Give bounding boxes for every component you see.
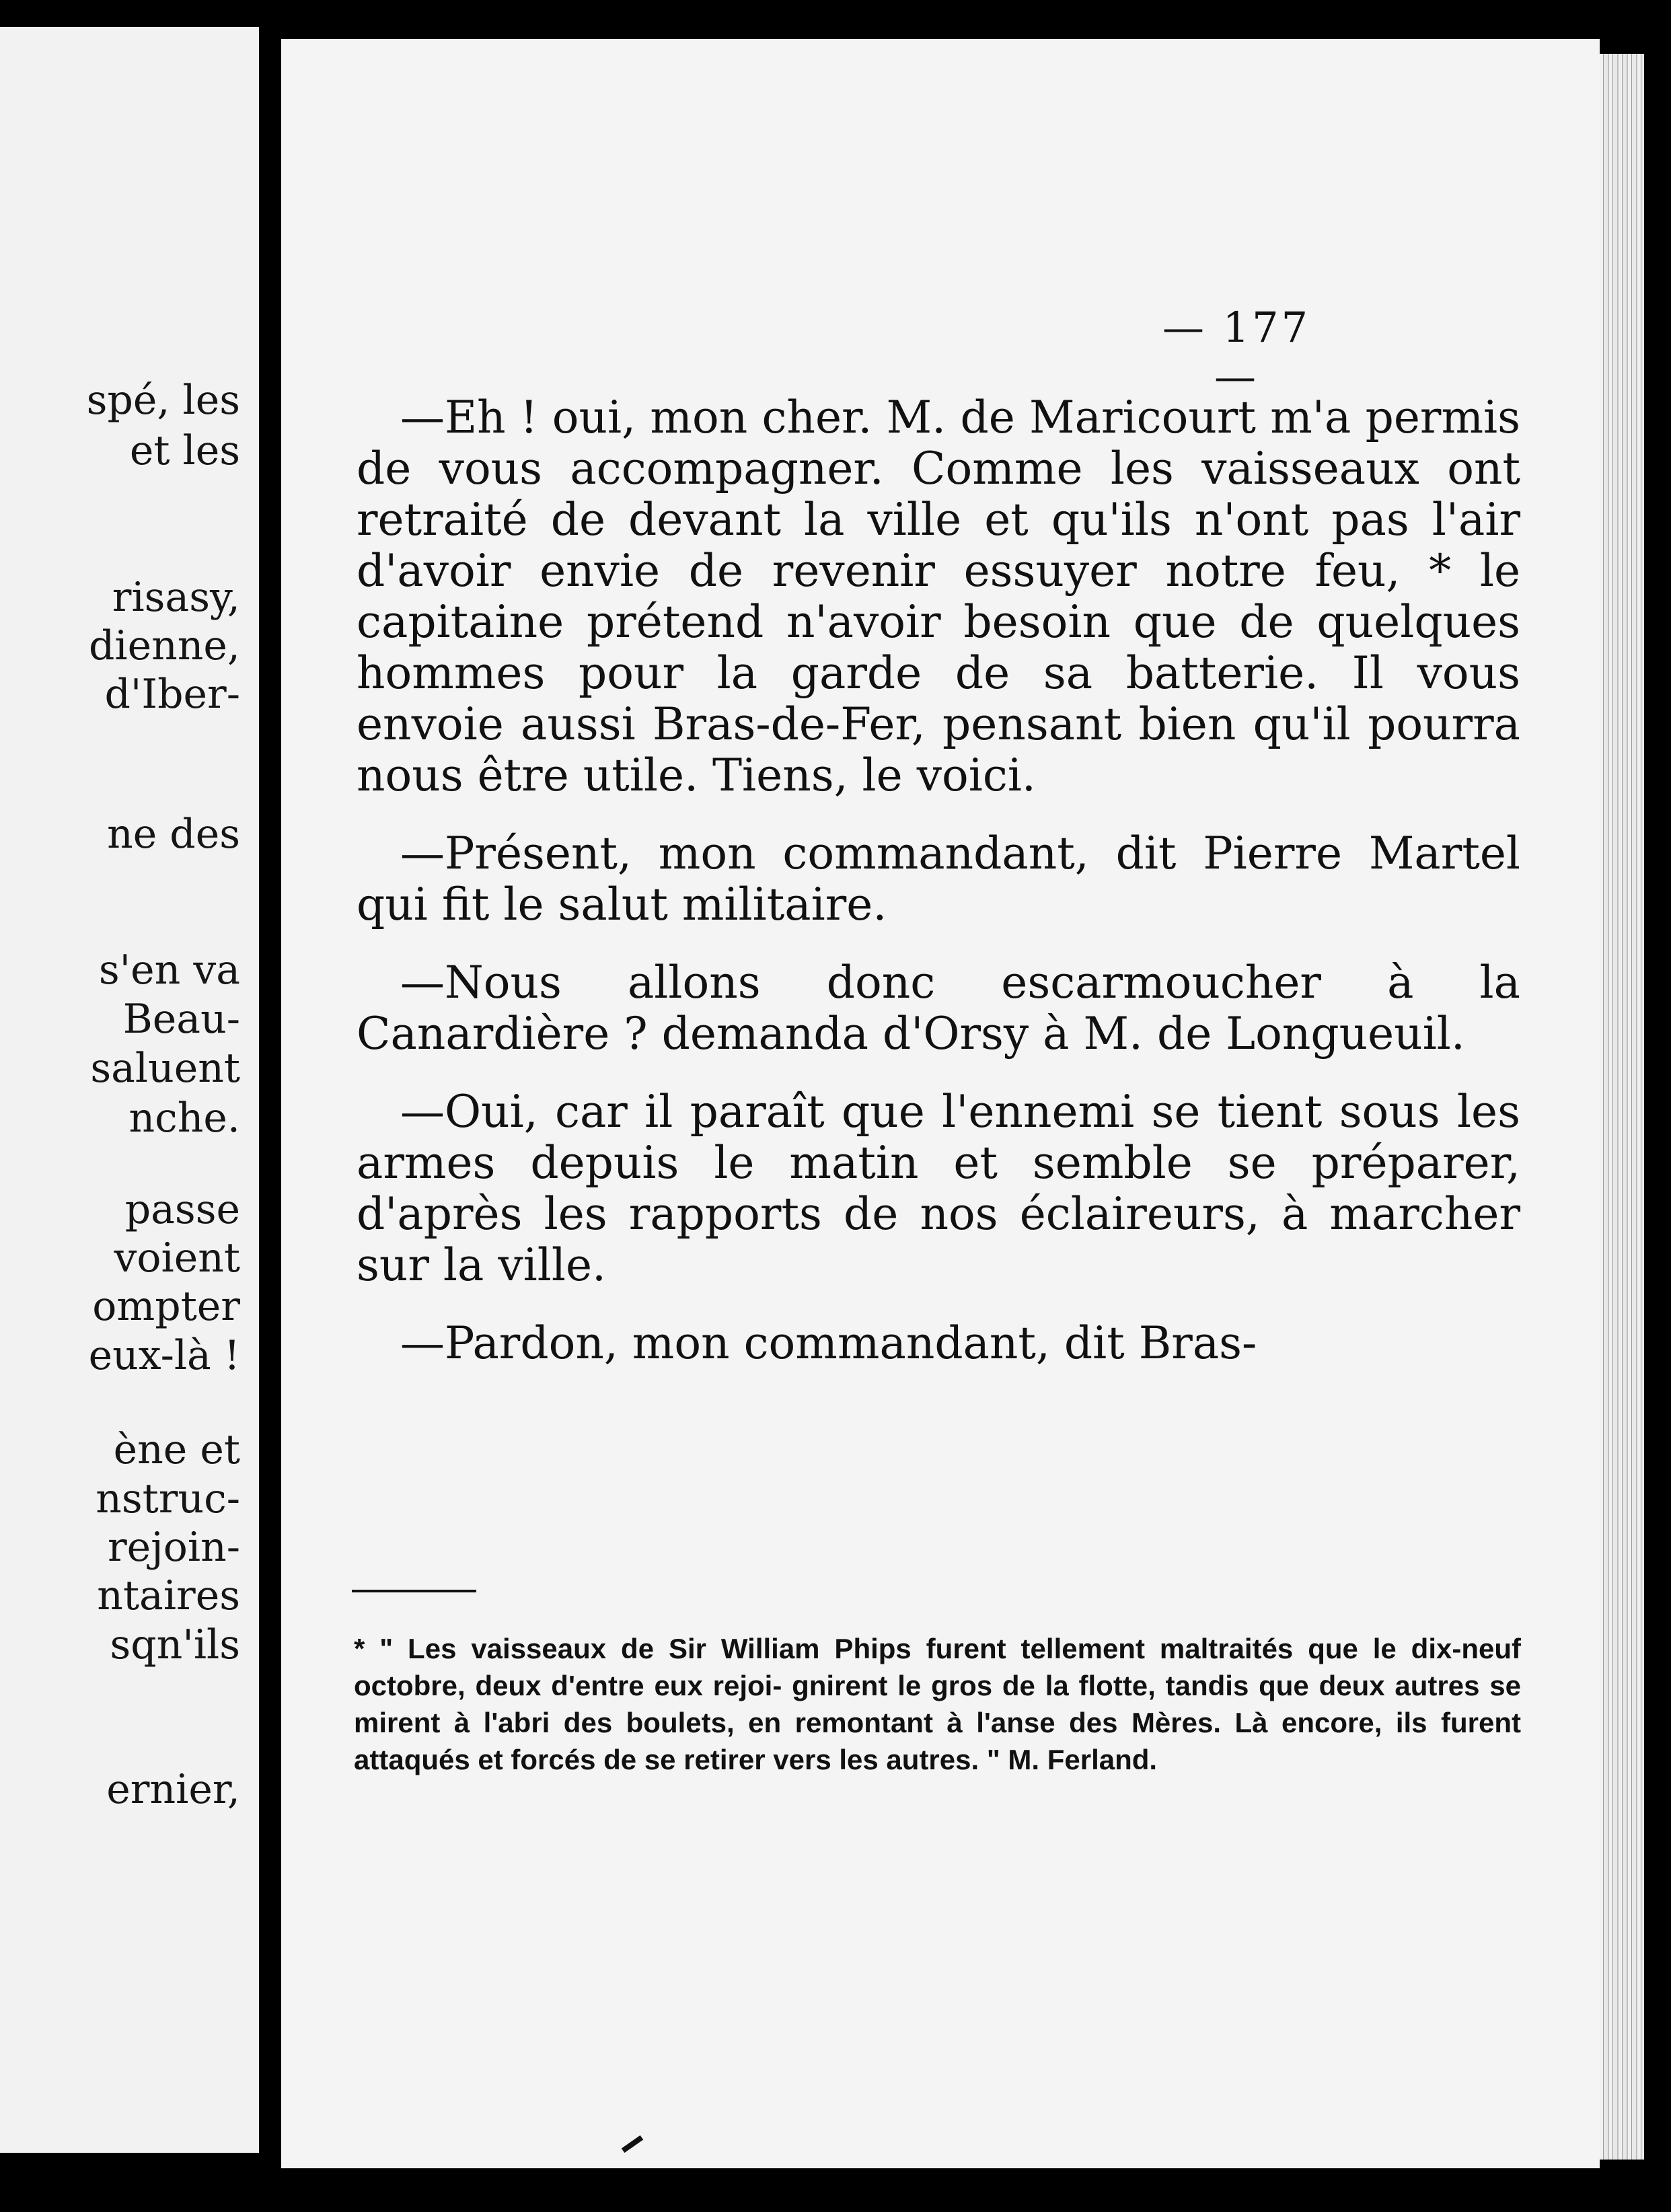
text-line: —Eh ! oui, mon cher. M. de Maricourt [400,392,1256,443]
left-page-line: s'en va [98,947,240,994]
left-page-line: ène et [113,1426,240,1473]
ink-mark [622,2135,643,2153]
text-line: les vaisseaux ont retraité de devant la ville [357,443,1520,546]
text-line: éclaireurs, à marcher sur la ville. [357,1188,1520,1291]
text-line: m'a permis de vous accompagner. Comme [357,392,1521,494]
paragraph [357,392,1520,801]
text-line: et qu'ils n'ont pas l'air d'avoir envie de [357,494,1521,597]
page-number: — 177 — [1162,303,1311,401]
left-page-line: risasy, [112,574,240,621]
left-page-line: passe [124,1186,240,1233]
left-page-line: ernier, [106,1766,240,1813]
footnote-line: maltraités que le dix-neuf octobre, deux d'entre eux rejoi- [354,1633,1522,1701]
text-line: Martel qui fit le salut militaire. [357,827,1521,930]
previous-page-strip [0,27,259,2153]
footnote-line: mirent à l'abri des boulets, en remontant à l'anse des [354,1707,1118,1738]
book-page [281,39,1600,2168]
left-page-line: voient [114,1234,240,1282]
left-page-line: Beau- [122,996,240,1043]
text-line: bien qu'il pourra nous être utile. Tiens, le [357,698,1521,801]
left-page-line: saluent [90,1045,240,1092]
text-line: revenir essuyer notre feu, * le capitaine [357,545,1521,648]
text-line: —Nous allons donc escarmoucher à la [400,957,1520,1008]
paragraph [357,1318,1520,1369]
left-page-line: ompter [92,1283,240,1330]
left-page-line: d'Iber- [104,671,240,718]
left-page-line: nstruc- [96,1475,240,1522]
footnote-line: Mères. Là encore, ils furent attaqués et forcés de se retirer [354,1707,1521,1775]
footnote [354,1630,1521,1778]
left-page-line: spé, les [86,377,240,424]
text-line: —Oui, car il paraît que l'ennemi se tient [400,1086,1323,1138]
left-page-line: sqn'ils [110,1621,240,1668]
text-line: hommes pour la garde de sa batterie. Il [357,647,1384,699]
text-line: —Présent, mon commandant, dit Pierre [400,827,1343,879]
text-line: sous les armes depuis le matin et semble [357,1086,1520,1189]
left-page-line: eux-là ! [88,1332,240,1379]
footnote-line: gnirent le gros de la flotte, tandis que deux autres se [792,1670,1521,1701]
text-line: Canardière ? demanda d'Orsy à M. de [357,1008,1212,1060]
left-page-line: nche. [128,1095,240,1142]
paragraph [357,957,1520,1060]
left-page-line: rejoin- [107,1524,240,1571]
left-page-line: dienne, [89,622,240,669]
text-line: voici. [916,749,1036,801]
page-edges [1594,54,1644,2160]
left-page-line: et les [129,427,240,474]
left-page-line: ne des [107,811,240,858]
body-text [357,392,1520,1369]
text-line: se préparer, d'après les rapports de nos [357,1137,1520,1240]
text-line: vous envoie aussi Bras-de-Fer, pensant [357,647,1520,750]
paragraph [357,828,1520,930]
text-line: prétend n'avoir besoin que de quelques [587,596,1520,648]
left-page-line: ntaires [97,1572,240,1619]
paragraph [357,1086,1520,1291]
footnote-line: * " Les vaisseaux de Sir William Phips furent tellement [354,1633,1145,1664]
text-line: Longueuil. [1226,1008,1465,1060]
footnote-line: vers les autres. " M. Ferland. [773,1744,1158,1775]
text-line: —Pardon, mon commandant, dit Bras- [400,1317,1257,1369]
footnote-rule [352,1590,476,1592]
